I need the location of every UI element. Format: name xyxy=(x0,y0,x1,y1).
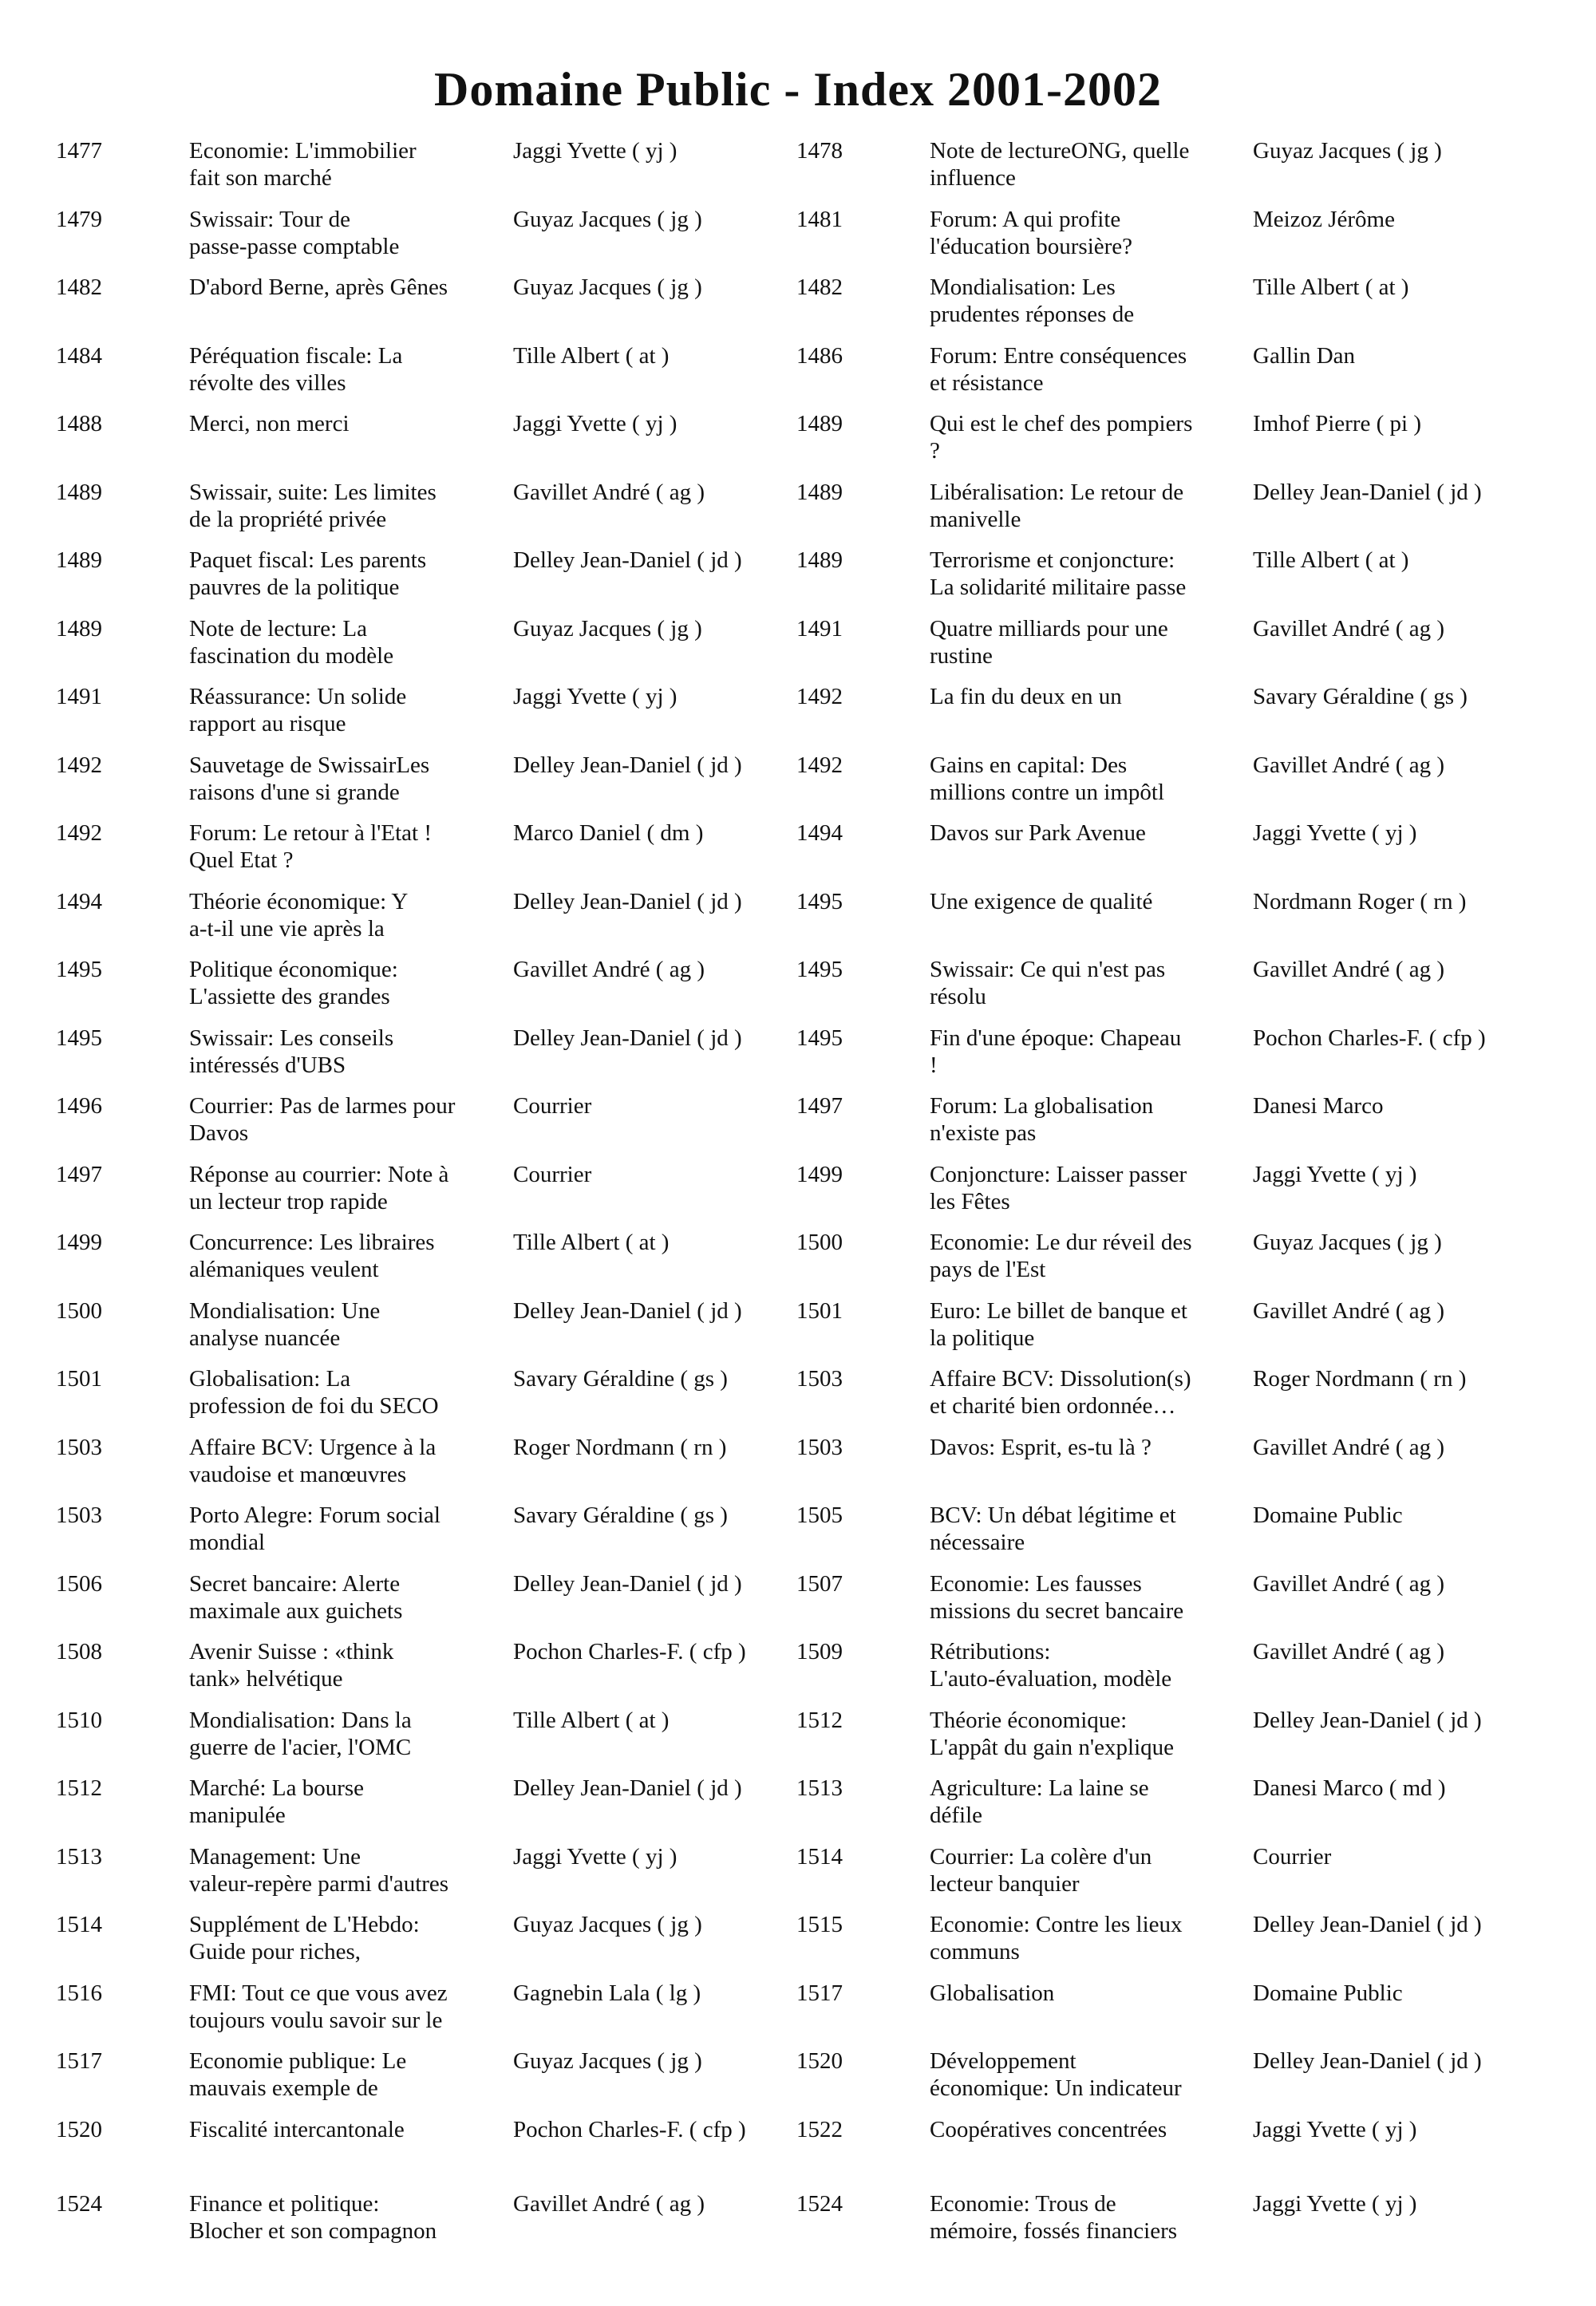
issue-number: 1516 xyxy=(56,1980,102,2006)
article-title: Terrorisme et conjoncture: La solidarité militaire passe xyxy=(930,547,1187,600)
article-author: Delley Jean-Daniel ( jd ) xyxy=(513,1570,742,1597)
article-author: Gavillet André ( ag ) xyxy=(1253,1297,1444,1324)
article-title: Gains en capital: Des millions contre un impôtl xyxy=(930,752,1165,805)
article-author: Gavillet André ( ag ) xyxy=(1253,1639,1444,1664)
article-title: Economie: Trous de mémoire, fossés financiers xyxy=(930,2191,1178,2244)
issue-number: 1489 xyxy=(796,547,843,573)
article-title: Sauvetage de SwissairLes raisons d'une si grande xyxy=(189,752,430,805)
article-title: Davos sur Park Avenue xyxy=(930,820,1146,846)
article-title: Concurrence: Les libraires alémaniques veulent xyxy=(189,1230,435,1282)
index-table xyxy=(0,137,1596,2259)
article-author: Delley Jean-Daniel ( jd ) xyxy=(1253,479,1482,505)
issue-number: 1513 xyxy=(796,1775,843,1801)
article-author: Delley Jean-Daniel ( jd ) xyxy=(1253,2048,1482,2074)
index-row xyxy=(0,547,1596,615)
article-author: Pochon Charles-F. ( cfp ) xyxy=(513,2116,746,2142)
article-author: Pochon Charles-F. ( cfp ) xyxy=(1253,1025,1486,1051)
issue-number: 1495 xyxy=(796,888,843,914)
issue-number: 1494 xyxy=(56,888,102,914)
article-author: Courrier xyxy=(513,1161,592,1187)
article-title: Globalisation xyxy=(930,1980,1055,2006)
article-title: Une exigence de qualité xyxy=(930,888,1153,914)
article-author: Gavillet André ( ag ) xyxy=(1253,615,1444,642)
article-title: Fiscalité intercantonale xyxy=(189,2116,405,2142)
article-author: Imhof Pierre ( pi ) xyxy=(1253,411,1421,436)
issue-number: 1484 xyxy=(56,342,102,369)
issue-number: 1503 xyxy=(796,1366,843,1392)
article-author: Savary Géraldine ( gs ) xyxy=(1253,684,1468,709)
article-author: Jaggi Yvette ( yj ) xyxy=(513,138,678,164)
article-author: Roger Nordmann ( rn ) xyxy=(513,1434,727,1460)
index-row xyxy=(0,1161,1596,1230)
issue-number: 1479 xyxy=(56,206,102,232)
article-author: Savary Géraldine ( gs ) xyxy=(513,1366,728,1392)
issue-number: 1524 xyxy=(796,2191,843,2217)
issue-number: 1477 xyxy=(56,138,102,164)
issue-number: 1507 xyxy=(796,1570,843,1597)
issue-number: 1520 xyxy=(796,2048,843,2074)
article-title: Coopératives concentrées xyxy=(930,2116,1167,2142)
article-author: Delley Jean-Daniel ( jd ) xyxy=(513,1775,742,1801)
issue-number: 1500 xyxy=(796,1230,843,1255)
article-author: Guyaz Jacques ( jg ) xyxy=(513,615,702,642)
article-title: Euro: Le billet de banque et la politique xyxy=(930,1297,1187,1351)
issue-number: 1492 xyxy=(56,820,102,846)
issue-number: 1503 xyxy=(796,1434,843,1460)
article-title: Mondialisation: Les prudentes réponses de xyxy=(930,274,1135,327)
article-author: Jaggi Yvette ( yj ) xyxy=(1253,2191,1417,2217)
article-author: Delley Jean-Daniel ( jd ) xyxy=(513,1297,742,1324)
article-title: Economie publique: Le mauvais exemple de xyxy=(189,2048,407,2101)
issue-number: 1513 xyxy=(56,1843,102,1870)
issue-number: 1505 xyxy=(796,1502,843,1528)
article-author: Gavillet André ( ag ) xyxy=(1253,957,1444,982)
issue-number: 1506 xyxy=(56,1570,102,1597)
article-author: Jaggi Yvette ( yj ) xyxy=(513,411,678,436)
issue-number: 1496 xyxy=(56,1093,102,1119)
index-row xyxy=(0,683,1596,752)
index-row xyxy=(0,956,1596,1025)
issue-number: 1491 xyxy=(796,615,843,642)
index-row xyxy=(0,2190,1596,2259)
issue-number: 1499 xyxy=(796,1161,843,1187)
article-author: Delley Jean-Daniel ( jd ) xyxy=(513,1025,742,1051)
issue-number: 1514 xyxy=(56,1912,102,1937)
index-row xyxy=(0,410,1596,479)
article-author: Jaggi Yvette ( yj ) xyxy=(513,684,678,709)
article-author: Tille Albert ( at ) xyxy=(513,1230,670,1255)
article-author: Tille Albert ( at ) xyxy=(1253,547,1409,573)
issue-number: 1492 xyxy=(796,684,843,709)
article-title: Qui est le chef des pompiers ? xyxy=(930,411,1193,464)
article-title: Economie: Le dur réveil des pays de l'Est xyxy=(930,1230,1192,1282)
issue-number: 1501 xyxy=(796,1297,843,1324)
index-row xyxy=(0,274,1596,342)
article-title: Marché: La bourse manipulée xyxy=(189,1775,365,1828)
article-title: Fin d'une époque: Chapeau ! xyxy=(930,1025,1182,1078)
issue-number: 1489 xyxy=(56,479,102,505)
index-row xyxy=(0,1092,1596,1161)
article-title: BCV: Un débat légitime et nécessaire xyxy=(930,1502,1176,1555)
article-title: Péréquation fiscale: La révolte des villes xyxy=(189,342,403,396)
index-row xyxy=(0,1775,1596,1843)
article-title: Politique économique: L'assiette des grandes xyxy=(189,957,398,1009)
article-title: Réponse au courrier: Note à un lecteur trop rapide xyxy=(189,1161,449,1214)
article-author: Delley Jean-Daniel ( jd ) xyxy=(513,752,742,778)
issue-number: 1508 xyxy=(56,1639,102,1664)
article-title: Forum: Entre conséquences et résistance xyxy=(930,342,1187,396)
page-title: Domaine Public - Index 2001-2002 xyxy=(433,63,1163,116)
article-title: Rétributions: L'auto-évaluation, modèle xyxy=(930,1639,1172,1692)
article-title: D'abord Berne, après Gênes xyxy=(189,274,448,300)
article-author: Delley Jean-Daniel ( jd ) xyxy=(513,888,742,914)
article-title: Economie: Les fausses missions du secret bancaire xyxy=(930,1570,1184,1624)
index-row xyxy=(0,2116,1596,2185)
article-title: Théorie économique: L'appât du gain n'explique xyxy=(930,1707,1175,1760)
article-author: Jaggi Yvette ( yj ) xyxy=(1253,2116,1417,2142)
issue-number: 1486 xyxy=(796,342,843,369)
article-title: Conjoncture: Laisser passer les Fêtes xyxy=(930,1161,1187,1214)
article-author: Tille Albert ( at ) xyxy=(513,342,670,369)
index-row xyxy=(0,2047,1596,2116)
article-author: Delley Jean-Daniel ( jd ) xyxy=(1253,1912,1482,1937)
article-title: Réassurance: Un solide rapport au risque xyxy=(189,684,407,736)
article-title: Swissair: Ce qui n'est pas résolu xyxy=(930,957,1166,1009)
article-author: Guyaz Jacques ( jg ) xyxy=(513,2048,702,2074)
index-row xyxy=(0,1297,1596,1366)
article-title: Avenir Suisse : «think tank» helvétique xyxy=(189,1639,394,1692)
issue-number: 1495 xyxy=(796,1025,843,1051)
issue-number: 1492 xyxy=(796,752,843,778)
issue-number: 1503 xyxy=(56,1502,102,1528)
issue-number: 1515 xyxy=(796,1912,843,1937)
article-title: Note de lectureONG, quelle influence xyxy=(930,138,1190,191)
article-title: Quatre milliards pour une rustine xyxy=(930,615,1168,669)
article-author: Gagnebin Lala ( lg ) xyxy=(513,1980,701,2006)
article-title: Economie: L'immobilier fait son marché xyxy=(189,138,417,191)
article-author: Danesi Marco ( md ) xyxy=(1253,1775,1446,1801)
issue-number: 1495 xyxy=(56,957,102,982)
article-author: Guyaz Jacques ( jg ) xyxy=(1253,1230,1442,1255)
index-row xyxy=(0,1638,1596,1707)
article-author: Courrier xyxy=(513,1093,592,1119)
index-row xyxy=(0,1365,1596,1434)
article-author: Gavillet André ( ag ) xyxy=(513,479,705,505)
article-title: Agriculture: La laine se défile xyxy=(930,1775,1149,1828)
issue-number: 1510 xyxy=(56,1707,102,1733)
article-author: Domaine Public xyxy=(1253,1980,1403,2006)
article-title: Davos: Esprit, es-tu là ? xyxy=(930,1434,1152,1460)
article-author: Gallin Dan xyxy=(1253,342,1356,369)
article-title: Théorie économique: Y a-t-il une vie après la xyxy=(189,888,409,942)
issue-number: 1503 xyxy=(56,1434,102,1460)
issue-number: 1499 xyxy=(56,1230,102,1255)
article-author: Delley Jean-Daniel ( jd ) xyxy=(513,547,742,573)
index-row xyxy=(0,1434,1596,1502)
issue-number: 1524 xyxy=(56,2191,102,2217)
issue-number: 1489 xyxy=(796,479,843,505)
article-title: Swissair, suite: Les limites de la propriété privée xyxy=(189,479,437,532)
issue-number: 1514 xyxy=(796,1843,843,1870)
issue-number: 1517 xyxy=(796,1980,843,2006)
article-title: Merci, non merci xyxy=(189,411,350,436)
issue-number: 1509 xyxy=(796,1639,843,1664)
article-author: Marco Daniel ( dm ) xyxy=(513,820,704,846)
article-author: Delley Jean-Daniel ( jd ) xyxy=(1253,1707,1482,1733)
issue-number: 1489 xyxy=(796,411,843,436)
article-author: Gavillet André ( ag ) xyxy=(1253,752,1444,778)
article-title: Forum: Le retour à l'Etat ! Quel Etat ? xyxy=(189,820,432,873)
article-title: Secret bancaire: Alerte maximale aux guichets xyxy=(189,1570,403,1624)
article-author: Meizoz Jérôme xyxy=(1253,206,1395,232)
article-title: Note de lecture: La fascination du modèle xyxy=(189,615,394,669)
article-author: Savary Géraldine ( gs ) xyxy=(513,1502,728,1528)
article-title: Courrier: La colère d'un lecteur banquier xyxy=(930,1843,1152,1897)
issue-number: 1482 xyxy=(56,274,102,300)
article-title: FMI: Tout ce que vous avez toujours voulu savoir sur le xyxy=(189,1980,448,2033)
issue-number: 1489 xyxy=(56,547,102,573)
index-row xyxy=(0,137,1596,206)
article-author: Tille Albert ( at ) xyxy=(1253,274,1409,300)
issue-number: 1488 xyxy=(56,411,102,436)
article-author: Jaggi Yvette ( yj ) xyxy=(513,1843,678,1870)
issue-number: 1512 xyxy=(56,1775,102,1801)
article-author: Nordmann Roger ( rn ) xyxy=(1253,888,1467,914)
issue-number: 1492 xyxy=(56,752,102,778)
issue-number: 1491 xyxy=(56,684,102,709)
article-title: Supplément de L'Hebdo: Guide pour riches, xyxy=(189,1912,420,1964)
article-title: Forum: La globalisation n'existe pas xyxy=(930,1093,1154,1146)
index-row xyxy=(0,479,1596,547)
index-row xyxy=(0,1570,1596,1639)
index-row xyxy=(0,1229,1596,1297)
article-author: Guyaz Jacques ( jg ) xyxy=(513,274,702,300)
article-title: Mondialisation: Dans la guerre de l'acier, l'OMC xyxy=(189,1707,412,1760)
article-author: Pochon Charles-F. ( cfp ) xyxy=(513,1639,746,1664)
issue-number: 1497 xyxy=(56,1161,102,1187)
issue-number: 1501 xyxy=(56,1366,102,1392)
issue-number: 1500 xyxy=(56,1297,102,1324)
article-author: Gavillet André ( ag ) xyxy=(1253,1434,1444,1460)
article-title: Paquet fiscal: Les parents pauvres de la politique xyxy=(189,547,427,600)
index-row xyxy=(0,819,1596,888)
article-author: Guyaz Jacques ( jg ) xyxy=(1253,138,1442,164)
article-title: Management: Une valeur-repère parmi d'autres xyxy=(189,1843,449,1897)
article-author: Gavillet André ( ag ) xyxy=(1253,1570,1444,1597)
article-author: Guyaz Jacques ( jg ) xyxy=(513,206,702,232)
article-title: Porto Alegre: Forum social mondial xyxy=(189,1502,440,1555)
article-title: Courrier: Pas de larmes pour Davos xyxy=(189,1093,456,1146)
article-title: Swissair: Tour de passe-passe comptable xyxy=(189,206,400,259)
article-title: Affaire BCV: Urgence à la vaudoise et manœuvres xyxy=(189,1434,437,1487)
issue-number: 1517 xyxy=(56,2048,102,2074)
article-author: Roger Nordmann ( rn ) xyxy=(1253,1366,1467,1392)
index-row xyxy=(0,888,1596,957)
issue-number: 1512 xyxy=(796,1707,843,1733)
article-title: Affaire BCV: Dissolution(s) et charité bien ordonnée… xyxy=(930,1366,1191,1419)
issue-number: 1482 xyxy=(796,274,843,300)
issue-number: 1478 xyxy=(796,138,843,164)
article-author: Courrier xyxy=(1253,1843,1332,1870)
issue-number: 1520 xyxy=(56,2116,102,2142)
issue-number: 1495 xyxy=(56,1025,102,1051)
index-row xyxy=(0,206,1596,274)
issue-number: 1497 xyxy=(796,1093,843,1119)
index-row xyxy=(0,1502,1596,1570)
article-title: Swissair: Les conseils intéressés d'UBS xyxy=(189,1025,394,1078)
index-row xyxy=(0,615,1596,684)
article-author: Guyaz Jacques ( jg ) xyxy=(513,1912,702,1937)
article-title: Globalisation: La profession de foi du SECO xyxy=(189,1366,439,1419)
article-title: Libéralisation: Le retour de manivelle xyxy=(930,479,1184,532)
article-title: Economie: Contre les lieux communs xyxy=(930,1912,1183,1964)
article-author: Tille Albert ( at ) xyxy=(513,1707,670,1733)
issue-number: 1481 xyxy=(796,206,843,232)
article-author: Jaggi Yvette ( yj ) xyxy=(1253,1161,1417,1187)
article-author: Danesi Marco xyxy=(1253,1093,1384,1119)
article-author: Gavillet André ( ag ) xyxy=(513,957,705,982)
index-row xyxy=(0,1843,1596,1912)
issue-number: 1494 xyxy=(796,820,843,846)
article-title: Finance et politique: Blocher et son compagnon xyxy=(189,2191,437,2244)
article-title: La fin du deux en un xyxy=(930,684,1122,709)
article-title: Développement économique: Un indicateur xyxy=(930,2048,1182,2101)
article-author: Jaggi Yvette ( yj ) xyxy=(1253,820,1417,846)
index-row xyxy=(0,752,1596,820)
article-title: Mondialisation: Une analyse nuancée xyxy=(189,1297,381,1351)
article-title: Forum: A qui profite l'éducation boursière? xyxy=(930,206,1133,259)
issue-number: 1522 xyxy=(796,2116,843,2142)
index-row xyxy=(0,1025,1596,1093)
index-row xyxy=(0,1707,1596,1775)
issue-number: 1489 xyxy=(56,615,102,642)
index-row xyxy=(0,342,1596,411)
article-author: Gavillet André ( ag ) xyxy=(513,2191,705,2217)
index-row xyxy=(0,1911,1596,1980)
index-row xyxy=(0,1980,1596,2048)
article-author: Domaine Public xyxy=(1253,1502,1403,1528)
issue-number: 1495 xyxy=(796,957,843,982)
